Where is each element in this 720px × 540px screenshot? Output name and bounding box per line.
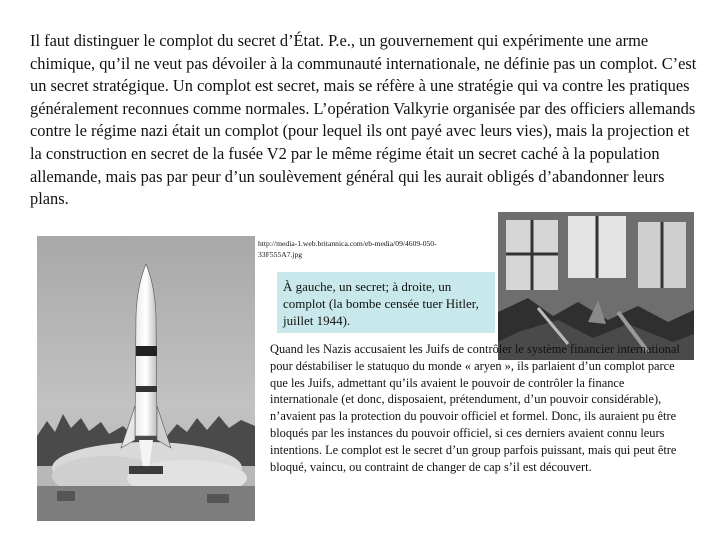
v2-rocket-photo <box>37 236 255 521</box>
image-source-url: http://media-1.web.britannica.com/eb-media/09/4609-050-33F555A7.jpg <box>258 239 437 259</box>
main-paragraph: Il faut distinguer le complot du secret d’État. P.e., un gouvernement qui expérimente une arme chimique, qu’il ne veut pas dévoiler à la communauté internationale, ne définie pas un complot. C’est un secret stratégique. Un complot est secret, mais se réfère à une stratégie qui va contre les pratiques généralement reconnues comme normales. L’opération Valkyrie organisée par des officiers allemands contre le régime nazi était un complot (pour lequel ils ont payé avec leurs vies), mais la projection et la construction en secret de la fusée V2 par le même régime était un secret caché à la population allemande, mais pas par peur d’un soulèvement général qui les aurait obligés d’abandonner leurs plans. <box>30 31 697 209</box>
second-paragraph: Quand les Nazis accusaient les Juifs de contrôler le système financier international pour déstabiliser le statuquo du monde « aryen », ils parlaient d’un complot parce que les Juifs, admettant qu’ils avaient le pouvoir de contrôler la finance internationale (et donc, disposaient, prétendument, d’un pouvoir considérable), n’avaient pas la protection du pouvoir officiel et formel. Donc, ils auraient pu être bloqués par les instances du pouvoir officiel, si ces derniers avaient connu leurs intentions. Le complot est le secret d’un group parfois puissant, mais qui peut être bloqué, vaincu, ou contraint de changer de cap s’il est découvert. <box>270 342 680 474</box>
bomb-damage-photo <box>498 212 694 360</box>
caption-box: À gauche, un secret; à droite, un complot (la bombe censée tuer Hitler, juillet 1944). <box>277 272 495 333</box>
